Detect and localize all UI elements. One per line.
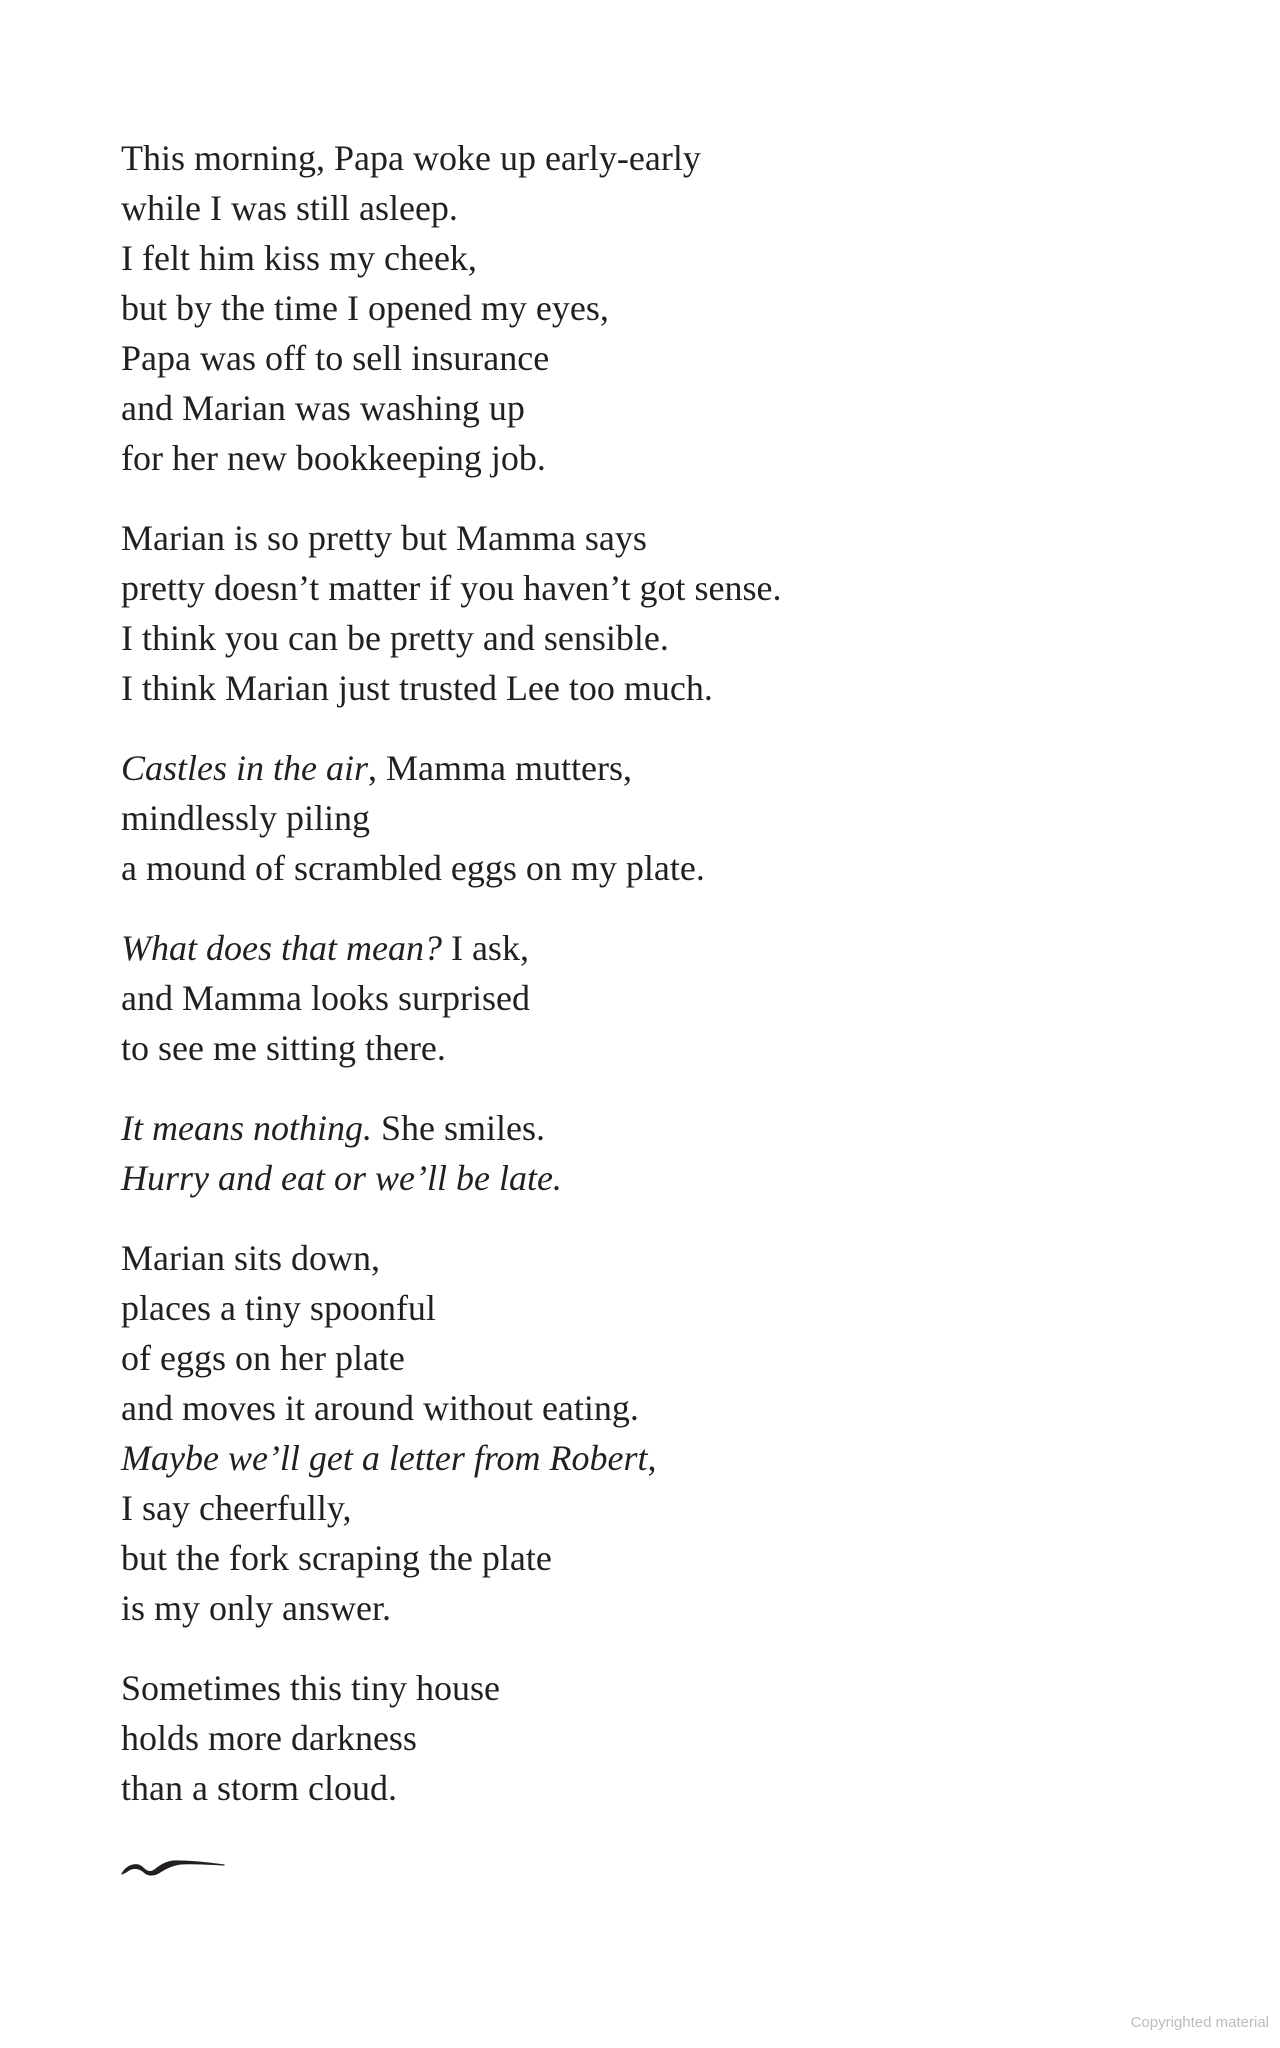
stanza (121, 133, 1171, 483)
poem-line (121, 1533, 1171, 1583)
poem-line (121, 1713, 1171, 1763)
poem-line (121, 1333, 1171, 1383)
text-segment: pretty doesn’t matter if you haven’t got sense. (121, 568, 782, 608)
text-segment: is my only answer. (121, 1588, 391, 1628)
text-segment: Papa was off to sell insurance (121, 338, 550, 378)
poem-line (121, 1663, 1171, 1713)
poem-line (121, 793, 1171, 843)
text-segment: This morning, Papa woke up early-early (121, 138, 701, 178)
italic-text: It means nothing. (121, 1108, 372, 1148)
poem-line (121, 563, 1171, 613)
poem-line (121, 1283, 1171, 1333)
text-segment: I think you can be pretty and sensible. (121, 618, 669, 658)
text-segment: while I was still asleep. (121, 188, 458, 228)
poem-line (121, 1023, 1171, 1073)
stanza (121, 1233, 1171, 1633)
poem-line (121, 923, 1171, 973)
italic-text: Castles in the air (121, 748, 369, 788)
poem-line (121, 1483, 1171, 1533)
poem-line (121, 333, 1171, 383)
italic-text: Hurry and eat or we’ll be late. (121, 1158, 562, 1198)
poem-line (121, 1433, 1171, 1483)
poem-line (121, 133, 1171, 183)
poem-line (121, 233, 1171, 283)
poem-line (121, 973, 1171, 1023)
poem-line (121, 663, 1171, 713)
text-segment: for her new bookkeeping job. (121, 438, 546, 478)
poem-line (121, 1763, 1171, 1813)
text-segment: , (647, 1438, 657, 1478)
text-segment: mindlessly piling (121, 798, 371, 838)
text-segment: Sometimes this tiny house (121, 1668, 501, 1708)
italic-text: Maybe we’ll get a letter from Robert (121, 1438, 648, 1478)
text-segment: and Marian was washing up (121, 388, 525, 428)
stanza (121, 1103, 1171, 1203)
text-segment: places a tiny spoonful (121, 1288, 436, 1328)
poem-line (121, 513, 1171, 563)
poem-line (121, 1583, 1171, 1633)
stanza (121, 923, 1171, 1073)
text-segment: holds more darkness (121, 1718, 417, 1758)
text-segment: I felt him kiss my cheek, (121, 238, 477, 278)
poem-line (121, 1383, 1171, 1433)
text-segment: I say cheerfully, (121, 1488, 352, 1528)
text-segment: to see me sitting there. (121, 1028, 446, 1068)
poem-line (121, 1153, 1171, 1203)
stanza (121, 1663, 1171, 1813)
text-segment: but by the time I opened my eyes, (121, 288, 609, 328)
stanza (121, 513, 1171, 713)
copyright-watermark: Copyrighted material (1130, 2014, 1269, 2031)
text-segment: , Mamma mutters, (368, 748, 632, 788)
text-segment: and Mamma looks surprised (121, 978, 530, 1018)
text-segment: and moves it around without eating. (121, 1388, 639, 1428)
text-segment: She smiles. (371, 1108, 545, 1148)
poem-line (121, 613, 1171, 663)
text-segment: I think Marian just trusted Lee too much. (121, 668, 713, 708)
poem-line (121, 433, 1171, 483)
text-segment: Marian is so pretty but Mamma says (121, 518, 647, 558)
poem-line (121, 843, 1171, 893)
poem-line (121, 183, 1171, 233)
poem-line (121, 1233, 1171, 1283)
poem-text (121, 133, 1171, 1843)
poem-line (121, 1103, 1171, 1153)
text-segment: a mound of scrambled eggs on my plate. (121, 848, 705, 888)
text-segment: but the fork scraping the plate (121, 1538, 552, 1578)
italic-text: What does that mean? (121, 928, 442, 968)
poem-line (121, 743, 1171, 793)
poem-line (121, 283, 1171, 333)
text-segment: than a storm cloud. (121, 1768, 397, 1808)
text-segment: I ask, (441, 928, 529, 968)
stanza (121, 743, 1171, 893)
poem-line (121, 383, 1171, 433)
text-segment: Marian sits down, (121, 1238, 380, 1278)
wave-flourish-icon (120, 1852, 228, 1880)
text-segment: of eggs on her plate (121, 1338, 405, 1378)
